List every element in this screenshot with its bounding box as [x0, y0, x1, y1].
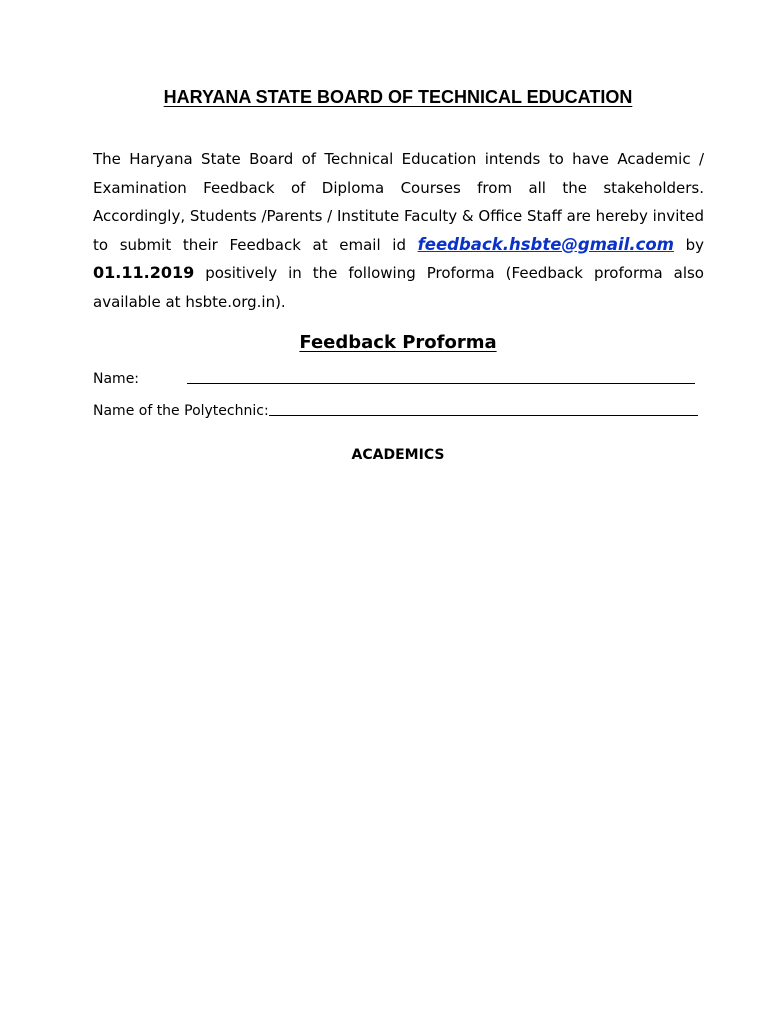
name-label: Name:: [93, 371, 140, 387]
intro-paragraph: [93, 145, 704, 316]
email-link[interactable]: feedback.hsbte@gmail.com: [417, 234, 674, 254]
page-title: HARYANA STATE BOARD OF TECHNICAL EDUCATION: [163, 87, 633, 107]
name-field-row: [93, 369, 695, 387]
polytechnic-label: Name of the Polytechnic:: [93, 403, 269, 419]
polytechnic-blank-line[interactable]: [269, 401, 698, 416]
name-blank-line[interactable]: [187, 369, 695, 384]
deadline-date: 01.11.2019: [93, 263, 195, 282]
intro-text-part-1: The Haryana State Board of Technical Education intends to have Academic / Examination Feedback of Diploma Courses from all the stakeholders. Accordingly, Students /Parents / Institute Faculty & Office Staff are hereby invited to submit their Feedback at email id: [93, 150, 704, 254]
section-heading-academics: ACADEMICS: [351, 447, 445, 463]
intro-text-part-3: positively in the following Proforma (Feedback proforma also available at hsbte.org.in).: [93, 264, 704, 311]
intro-text-part-2: by: [673, 235, 705, 254]
proforma-title: Feedback Proforma: [299, 332, 497, 353]
polytechnic-field-row: [93, 401, 698, 419]
